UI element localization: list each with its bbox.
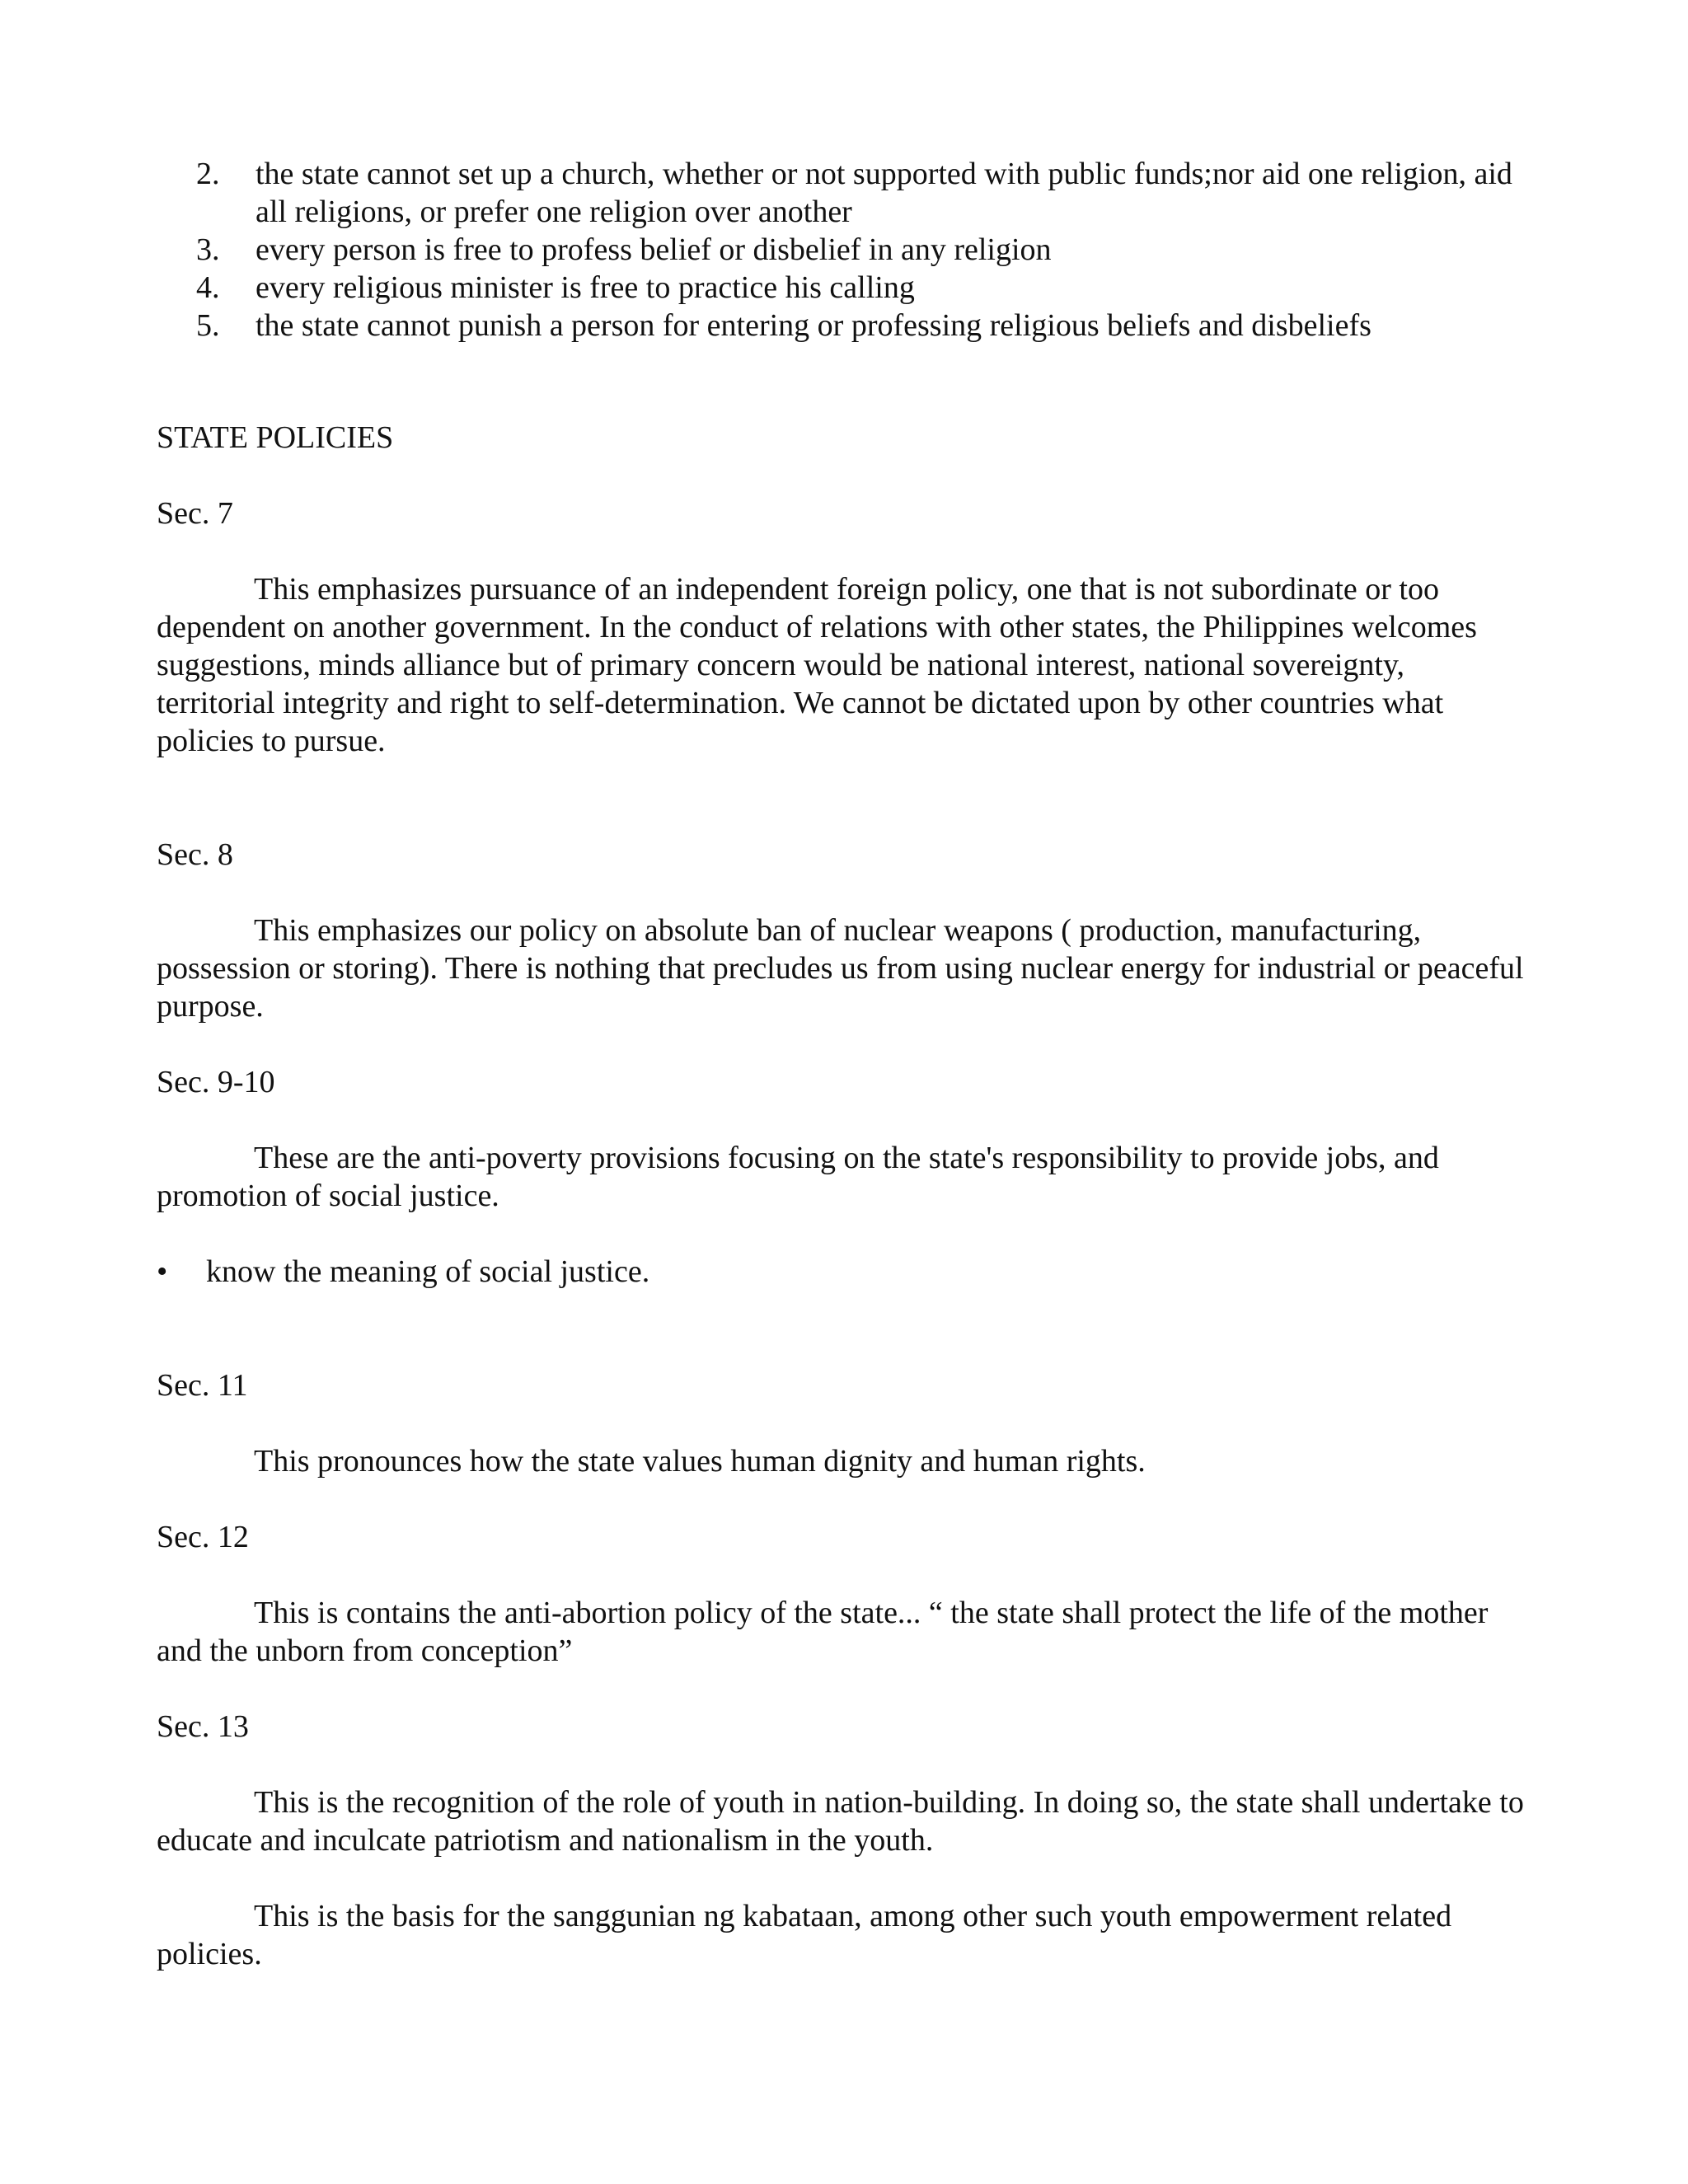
list-item-text: the state cannot punish a person for entering or professing religious beliefs and disbeliefs bbox=[256, 308, 1372, 343]
sec-11-title: Sec. 11 bbox=[157, 1368, 248, 1403]
sec-9-10-body: These are the anti-poverty provisions focusing on the state's responsibility to provide jobs, and promotion of social justice. bbox=[157, 1141, 1439, 1213]
sec-13-body-2: This is the basis for the sanggunian ng kabataan, among other such youth empowerment related policies. bbox=[157, 1899, 1452, 1971]
list-item bbox=[157, 269, 1525, 307]
list-number: 2. bbox=[196, 157, 220, 191]
sec-11-body: This pronounces how the state values human dignity and human rights. bbox=[254, 1444, 1146, 1479]
list-item-text: the state cannot set up a church, whether or not supported with public funds;nor aid one religion, aid all religions, or prefer one religion over another bbox=[256, 157, 1512, 229]
list-number: 5. bbox=[196, 308, 220, 343]
list-item bbox=[157, 231, 1525, 269]
list-item bbox=[157, 307, 1525, 344]
sec-8-title: Sec. 8 bbox=[157, 837, 233, 872]
sec-12-body: This is contains the anti-abortion policy of the state... “ the state shall protect the life of the mother and the unborn from conception” bbox=[157, 1596, 1489, 1668]
list-number: 4. bbox=[196, 270, 220, 305]
bullet-text: know the meaning of social justice. bbox=[206, 1254, 650, 1289]
numbered-list bbox=[157, 155, 1525, 344]
bullet-item bbox=[157, 1253, 1574, 1291]
sec-9-10-title: Sec. 9-10 bbox=[157, 1065, 275, 1099]
list-item-text: every religious minister is free to practice his calling bbox=[256, 270, 915, 305]
sec-13-body: This is the recognition of the role of youth in nation-building. In doing so, the state shall undertake to educate and inculcate patriotism and nationalism in the youth. bbox=[157, 1785, 1524, 1858]
sec-7-body: This emphasizes pursuance of an independent foreign policy, one that is not subordinate or too dependent on another government. In the conduct of relations with other states, the Philippines welcomes suggestions, minds alliance but of primary concern would be national interest, national sovereignty, territorial integrity and right to self-determination. We cannot be dictated upon by other countries what policies to pursue. bbox=[157, 572, 1477, 758]
list-number: 3. bbox=[196, 232, 220, 267]
list-item-text: every person is free to profess belief or disbelief in any religion bbox=[256, 232, 1052, 267]
sec-7-title: Sec. 7 bbox=[157, 496, 233, 531]
section-heading: STATE POLICIES bbox=[157, 420, 394, 455]
list-item bbox=[157, 155, 1525, 231]
sec-12-title: Sec. 12 bbox=[157, 1520, 249, 1554]
sec-13-title: Sec. 13 bbox=[157, 1709, 249, 1744]
sec-8-body: This emphasizes our policy on absolute ban of nuclear weapons ( production, manufacturing, possession or storing). There is nothing that precludes us from using nuclear energy for industrial or peaceful purpose. bbox=[157, 913, 1524, 1024]
bullet-icon: • bbox=[157, 1254, 168, 1289]
